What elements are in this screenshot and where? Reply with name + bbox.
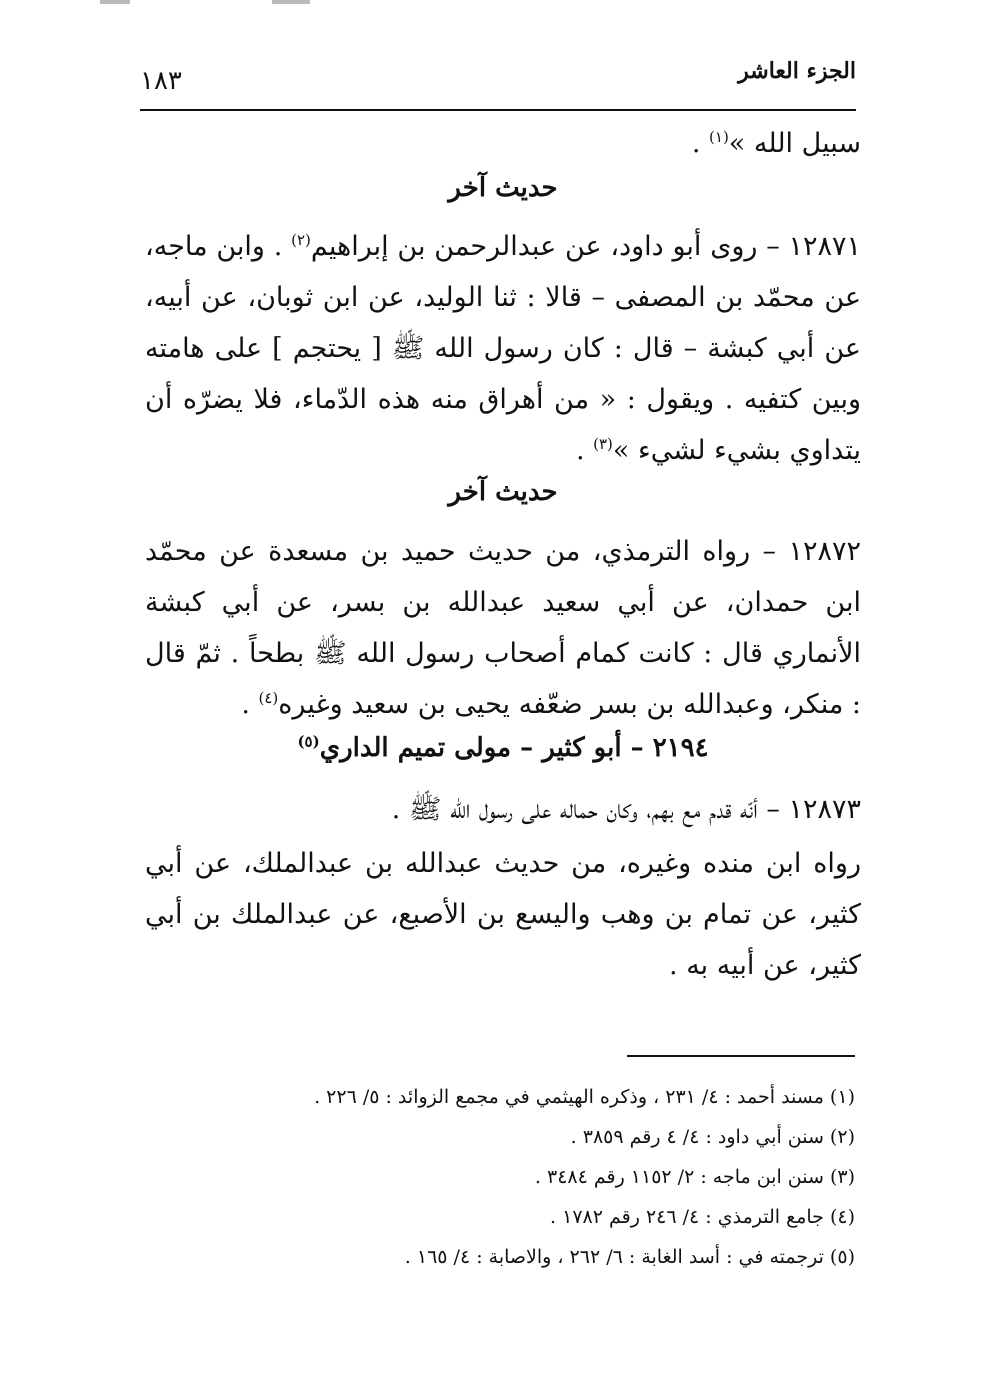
section-heading [145, 477, 861, 507]
text: ١٢٨٧٢ – رواه الترمذي، من حديث حميد بن مسعدة عن محمّد ابن حمدان، عن أبي سعيد عبدالله بن بسر، عن أبي كبشة الأنماري قال : كانت كمام أصحاب رسول الله ﷺ بطحاً . ثمّ قال : منكر، وعبدالله بن بسر ضعّفه يحيى بن سعيد وغيره [145, 536, 861, 720]
text: . وابن ماجه، عن محمّد بن المصفى – قالا : ثنا الوليد، عن ابن ثوبان، عن أبيه، عن أبي كبشة – قال : كان رسول الله ﷺ [ يحتجم ] على هامته وبين كتفيه . ويقول : « من أهراق منه هذه الدّماء، فلا يضرّه أن يتداوي بشيء لشيء » [145, 231, 861, 466]
page-number: ١٨٣ [140, 66, 182, 96]
section-heading [145, 173, 861, 203]
volume-title: الجزء العاشر [738, 58, 856, 84]
footnote-ref: (١) [709, 128, 729, 146]
heading: حديث آخر [448, 477, 558, 507]
footnote: (٢) سنن أبي داود : ٤/ ٤ رقم ٣٨٥٩ . [570, 1126, 855, 1148]
paragraph [145, 118, 861, 169]
hadith-12873 [145, 784, 861, 835]
header-rule [140, 109, 856, 111]
paragraph: رواه ابن منده وغيره، من حديث عبدالله بن عبدالملك، عن أبي كثير، عن تمام بن وهب واليسع بن الأصبع، عن عبدالملك بن أبي كثير، عن أبيه به . [145, 848, 861, 981]
footnote-rule [627, 1055, 855, 1057]
narration-paragraph [145, 838, 861, 991]
heading: حديث آخر [448, 173, 558, 203]
text: . [575, 435, 594, 466]
text: . [241, 689, 259, 720]
hadith-12872 [145, 526, 861, 730]
scan-mark [272, 0, 310, 4]
footnote: (١) مسند أحمد : ٤/ ٢٣١ ، وذكره الهيثمي في مجمع الزوائد : ٥/ ٢٢٦ . [314, 1086, 855, 1108]
footnote-ref: (٤) [258, 689, 279, 707]
hadith-12871 [145, 221, 861, 476]
biography-heading [145, 733, 861, 763]
text: ١٢٨٧١ – روى أبو داود، عن عبدالرحمن بن إبراهيم [310, 231, 861, 262]
text: . [691, 128, 710, 159]
footnote: (٥) ترجمته في : أسد الغابة : ٦/ ٢٦٢ ، والاصابة : ٤/ ١٦٥ . [404, 1246, 855, 1268]
heading [145, 733, 861, 763]
paragraph [145, 221, 861, 476]
footnotes [280, 1077, 855, 1277]
paragraph [145, 526, 861, 730]
scan-mark [100, 0, 130, 4]
footnote-ref: (٣) [593, 435, 613, 453]
footnote-ref: (٢) [291, 231, 311, 249]
footnote-ref: (٥) [297, 732, 320, 751]
text: سبيل الله » [728, 128, 861, 159]
running-header [140, 50, 856, 102]
footnote: (٣) سنن ابن ماجه : ٢/ ١١٥٢ رقم ٣٤٨٤ . [534, 1166, 855, 1188]
text: ٢١٩٤ – أبو كثير – مولى تميم الداري [319, 733, 709, 763]
paragraph: ١٢٨٧٣ – أنّه قدم مع بهم، وكان حماله على رسول الله ﷺ . [391, 794, 861, 825]
continuation-line [145, 118, 861, 169]
footnote: (٤) جامع الترمذي : ٤/ ٢٤٦ رقم ١٧٨٢ . [550, 1206, 855, 1228]
